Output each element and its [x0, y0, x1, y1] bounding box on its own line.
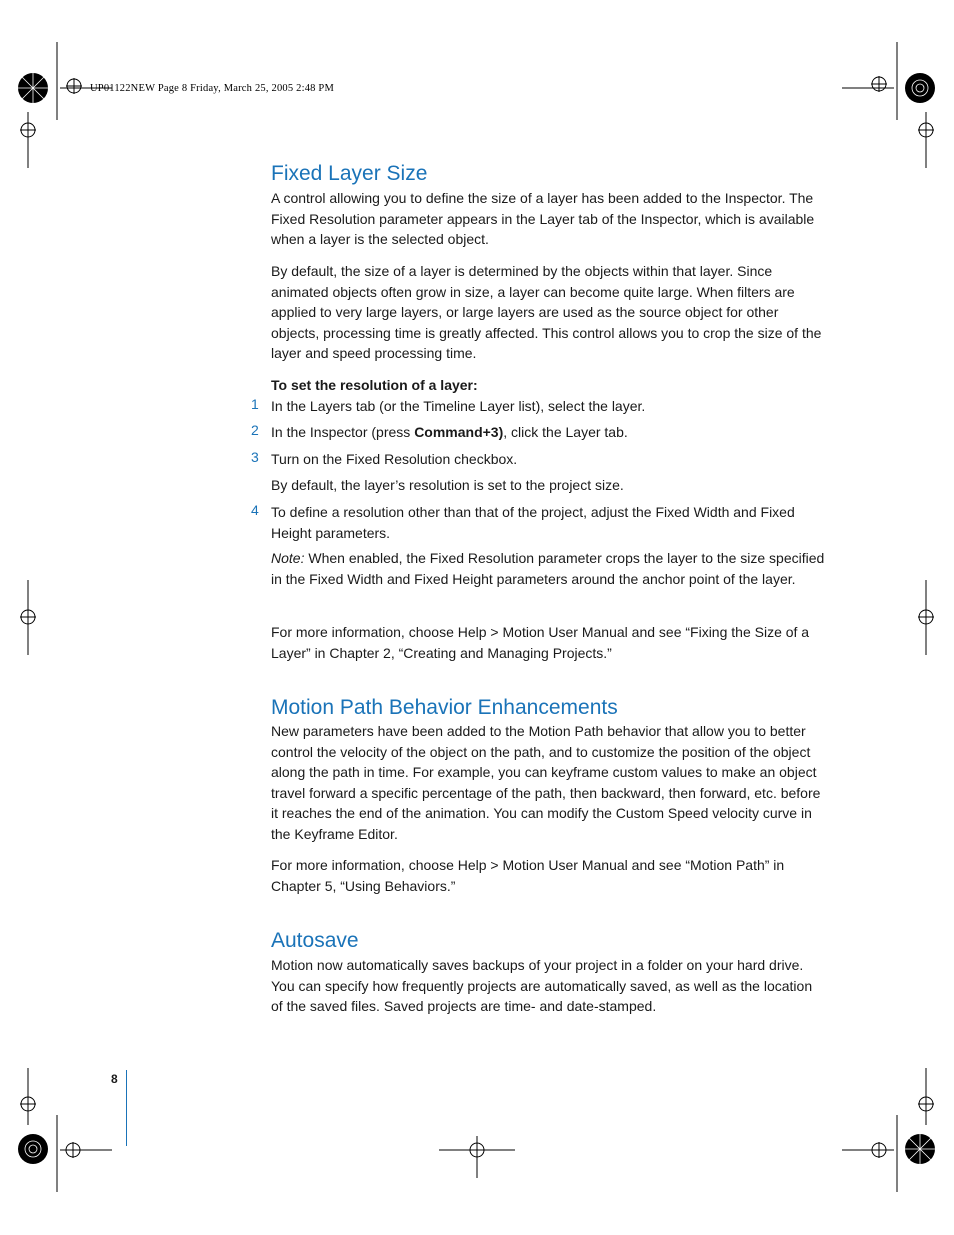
page-number-rule: [126, 1070, 127, 1146]
heading-autosave: Autosave: [271, 929, 359, 952]
note-label: Note:: [271, 550, 305, 566]
fixed-layer-more-info: For more information, choose Help > Motion User Manual and see “Fixing the Size of a Layer” in Chapter 2, “Creating and Managing Projects.”: [271, 624, 810, 661]
shortcut-command-3: Command+3): [414, 424, 504, 440]
motion-path-more-info: For more information, choose Help > Motion User Manual and see “Motion Path” in Chapter 5, “Using Behaviors.”: [271, 857, 785, 894]
step-number-1: 1: [251, 396, 259, 412]
step-3-text: Turn on the Fixed Resolution checkbox.: [271, 451, 518, 467]
step-number-2: 2: [251, 422, 259, 438]
heading-motion-path: Motion Path Behavior Enhancements: [271, 696, 618, 719]
step-number-4: 4: [251, 502, 259, 518]
step-4-text: To define a resolution other than that of the project, adjust the Fixed Width and Fixed Height parameters.: [271, 504, 795, 541]
motion-path-intro: New parameters have been added to the Motion Path behavior that allow you to better control the velocity of the object on the path, and to customize the position of the object along the path in time. For example, you can keyframe custom values to make an object travel forward a specific percentage of the path, then backward, then forward, etc. before it reaches the end of the animation. You can modify the Custom Speed velocity curve in the Keyframe Editor.: [271, 723, 821, 842]
fixed-layer-intro: A control allowing you to define the size of a layer has been added to the Inspector. The Fixed Resolution parameter appears in the Layer tab of the Inspector, which is available when a layer is the selected object.: [271, 190, 815, 247]
print-slug: UP01122NEW Page 8 Friday, March 25, 2005 2:48 PM: [90, 83, 334, 94]
step-1-text: In the Layers tab (or the Timeline Layer list), select the layer.: [271, 398, 646, 414]
heading-fixed-layer-size: Fixed Layer Size: [271, 162, 428, 185]
task-label: To set the resolution of a layer:: [271, 377, 478, 393]
fixed-layer-details: By default, the size of a layer is determined by the objects within that layer. Since animated objects often grow in size, a layer can become quite large. When filters are applied to very large layers, or large layers are used as the source object for other objects, processing time is greatly affected. This control allows you to crop the size of the layer and speed processing time.: [271, 263, 822, 361]
step-3-note: By default, the layer’s resolution is set to the project size.: [271, 477, 624, 493]
page-number: 8: [111, 1072, 118, 1086]
autosave-intro: Motion now automatically saves backups of your project in a folder on your hard drive. You can specify how frequently projects are automatically saved, as well as the location of the saved files. Saved projects are time- and date-stamped.: [271, 957, 813, 1014]
step-2-text: In the Inspector (press Command+3), click the Layer tab.: [271, 424, 628, 440]
note: Note: When enabled, the Fixed Resolution parameter crops the layer to the size specified in the Fixed Width and Fixed Height parameters around the anchor point of the layer.: [271, 550, 825, 587]
step-number-3: 3: [251, 449, 259, 465]
